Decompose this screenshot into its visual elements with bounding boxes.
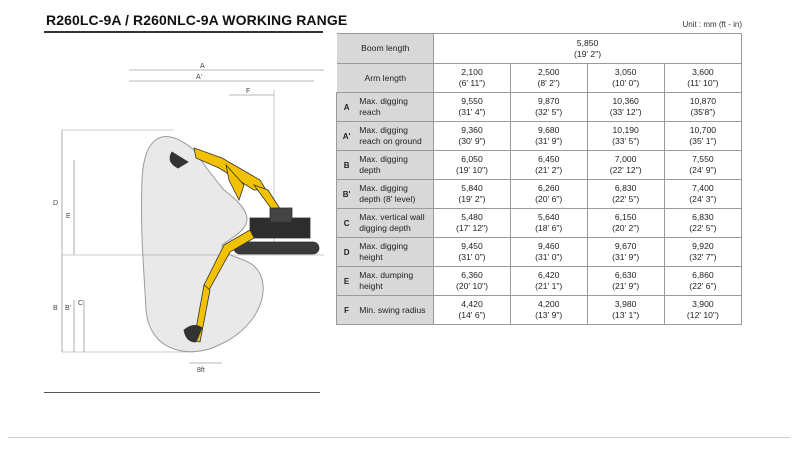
left-divider xyxy=(44,392,320,393)
spec-value: 6,450 xyxy=(537,154,560,164)
spec-imperial: (24' 9") xyxy=(689,165,717,175)
spec-row xyxy=(337,296,742,325)
footer-divider xyxy=(8,437,790,438)
spec-cell xyxy=(510,122,587,151)
spec-cell xyxy=(510,296,587,325)
spec-cell xyxy=(434,296,511,325)
spec-cell xyxy=(664,238,741,267)
unit-note: Unit : mm (ft - in) xyxy=(682,20,742,29)
dim-label-b: B xyxy=(53,305,58,312)
spec-value: 10,190 xyxy=(612,125,639,135)
spec-label: Max. digging depth (8' level) xyxy=(356,180,433,209)
spec-value: 6,830 xyxy=(692,212,714,222)
spec-cell xyxy=(664,93,741,122)
spec-value: 6,830 xyxy=(614,183,637,193)
spec-code: F xyxy=(337,296,357,325)
spec-imperial: (31' 0") xyxy=(535,252,563,262)
spec-imperial: (22' 5") xyxy=(689,223,717,233)
arm-imperial: (6' 11") xyxy=(458,78,486,88)
spec-value: 6,420 xyxy=(537,270,560,280)
spec-value: 9,550 xyxy=(461,96,483,106)
spec-imperial: (30' 9") xyxy=(458,136,486,146)
spec-cell xyxy=(664,180,741,209)
arm-imperial: (11' 10") xyxy=(687,78,719,88)
spec-cell xyxy=(434,122,511,151)
spec-value: 6,150 xyxy=(614,212,637,222)
arm-length-cell xyxy=(587,64,664,93)
spec-cell xyxy=(587,267,664,296)
spec-row xyxy=(337,151,742,180)
spec-code: B' xyxy=(337,180,357,209)
page-title: R260LC-9A / R260NLC-9A WORKING RANGE xyxy=(46,12,348,28)
spec-value: 3,900 xyxy=(692,299,714,309)
arm-length-label: Arm length xyxy=(337,64,434,93)
spec-cell xyxy=(587,238,664,267)
boom-length-cell xyxy=(434,34,742,64)
arm-value: 3,050 xyxy=(614,67,637,77)
spec-row xyxy=(337,267,742,296)
spec-imperial: (31' 4") xyxy=(458,107,486,117)
dim-label-e: E xyxy=(66,213,71,220)
spec-imperial: (31' 9") xyxy=(535,136,563,146)
spec-cell xyxy=(587,93,664,122)
spec-cell xyxy=(510,180,587,209)
spec-code: A' xyxy=(337,122,357,151)
spec-imperial: (13' 9") xyxy=(535,310,563,320)
spec-row xyxy=(337,209,742,238)
spec-row xyxy=(337,238,742,267)
spec-value: 6,050 xyxy=(461,154,483,164)
dim-label-d: D xyxy=(53,200,59,207)
dim-label-a: A xyxy=(200,63,205,70)
spec-row xyxy=(337,122,742,151)
working-range-table xyxy=(336,33,742,325)
spec-label: Min. swing radius xyxy=(356,296,433,325)
dim-label-c: C xyxy=(78,300,84,307)
spec-label: Max. digging depth xyxy=(356,151,433,180)
spec-code: C xyxy=(337,209,357,238)
spec-cell xyxy=(587,209,664,238)
boom-length-label: Boom length xyxy=(337,34,434,64)
arm-length-cell xyxy=(664,64,741,93)
excavator-diagram xyxy=(44,40,334,385)
spec-value: 6,860 xyxy=(692,270,714,280)
spec-label: Max. digging reach xyxy=(356,93,433,122)
spec-value: 9,670 xyxy=(614,241,637,251)
spec-imperial: (32' 7") xyxy=(689,252,717,262)
spec-cell xyxy=(510,209,587,238)
spec-cell xyxy=(434,267,511,296)
dim-label-b-prime: B' xyxy=(65,305,72,312)
spec-imperial: (21' 1") xyxy=(535,281,563,291)
working-range-diagram xyxy=(44,40,334,385)
spec-imperial: (13' 1") xyxy=(612,310,640,320)
spec-cell xyxy=(664,296,741,325)
spec-cell xyxy=(434,93,511,122)
spec-cell xyxy=(587,296,664,325)
spec-imperial: (18' 6") xyxy=(535,223,563,233)
spec-imperial: (20' 6") xyxy=(535,194,563,204)
spec-cell xyxy=(587,122,664,151)
spec-imperial: (22' 6") xyxy=(689,281,717,291)
spec-value: 9,450 xyxy=(461,241,483,251)
spec-cell xyxy=(587,180,664,209)
title-underline xyxy=(44,31,323,33)
spec-imperial: (14' 6") xyxy=(458,310,486,320)
spec-value: 5,640 xyxy=(537,212,560,222)
spec-imperial: (19' 2") xyxy=(458,194,486,204)
spec-cell xyxy=(510,238,587,267)
arm-length-cell xyxy=(510,64,587,93)
spec-cell xyxy=(434,151,511,180)
spec-imperial: (20' 2") xyxy=(612,223,640,233)
arm-value: 3,600 xyxy=(692,67,714,77)
spec-imperial: (35'8") xyxy=(690,107,716,117)
spec-value: 5,840 xyxy=(461,183,483,193)
row-arm-length xyxy=(337,64,742,93)
spec-value: 10,870 xyxy=(689,96,717,106)
spec-cell xyxy=(664,122,741,151)
spec-value: 4,200 xyxy=(537,299,560,309)
spec-label: Max. dumping height xyxy=(356,267,433,296)
spec-value: 10,700 xyxy=(689,125,717,135)
spec-cell xyxy=(587,151,664,180)
spec-imperial: (22' 12") xyxy=(609,165,642,175)
spec-value: 9,920 xyxy=(692,241,714,251)
spec-value: 9,870 xyxy=(537,96,560,106)
arm-length-cell xyxy=(434,64,511,93)
spec-value: 3,980 xyxy=(614,299,637,309)
spec-imperial: (20' 10") xyxy=(456,281,488,291)
spec-cell xyxy=(664,267,741,296)
spec-imperial: (19' 10") xyxy=(456,165,488,175)
spec-value: 6,630 xyxy=(614,270,637,280)
spec-label: Max. digging reach on ground xyxy=(356,122,433,151)
spec-imperial: (31' 0") xyxy=(458,252,486,262)
dim-label-a-prime: A' xyxy=(196,74,203,81)
spec-value: 9,460 xyxy=(537,241,560,251)
spec-cell xyxy=(510,267,587,296)
spec-code: B xyxy=(337,151,357,180)
spec-imperial: (24' 3") xyxy=(689,194,717,204)
spec-imperial: (22' 5") xyxy=(612,194,640,204)
spec-imperial: (35' 1") xyxy=(689,136,717,146)
spec-cell xyxy=(510,151,587,180)
spec-value: 6,360 xyxy=(461,270,483,280)
spec-value: 4,420 xyxy=(461,299,483,309)
spec-cell xyxy=(434,209,511,238)
spec-row xyxy=(337,93,742,122)
spec-imperial: (12' 10") xyxy=(686,310,719,320)
arm-imperial: (8' 2") xyxy=(537,78,560,88)
dim-label-8ft: 8ft xyxy=(197,367,205,374)
spec-imperial: (21' 2") xyxy=(535,165,563,175)
spec-imperial: (21' 9") xyxy=(612,281,640,291)
spec-row xyxy=(337,180,742,209)
boom-length-imperial: (19' 2") xyxy=(573,48,602,59)
spec-imperial: (33' 5") xyxy=(612,136,640,146)
spec-imperial: (32' 5") xyxy=(535,107,563,117)
arm-value: 2,100 xyxy=(461,67,483,77)
spec-code: D xyxy=(337,238,357,267)
spec-label: Max. vertical wall digging depth xyxy=(356,209,433,238)
spec-code: E xyxy=(337,267,357,296)
spec-value: 9,360 xyxy=(461,125,483,135)
spec-imperial: (31' 9") xyxy=(612,252,640,262)
spec-code: A xyxy=(337,93,357,122)
arm-value: 2,500 xyxy=(537,67,560,77)
spec-value: 10,360 xyxy=(612,96,639,106)
spec-imperial: (17' 12") xyxy=(456,223,488,233)
spec-cell xyxy=(434,180,511,209)
spec-imperial: (33' 12") xyxy=(609,107,642,117)
spec-cell xyxy=(664,151,741,180)
row-boom-length xyxy=(337,34,742,64)
spec-value: 7,000 xyxy=(614,154,637,164)
arm-imperial: (10' 0") xyxy=(612,78,640,88)
spec-cell xyxy=(434,238,511,267)
spec-value: 5,480 xyxy=(461,212,483,222)
spec-value: 6,260 xyxy=(537,183,560,193)
spec-cell xyxy=(510,93,587,122)
spec-value: 9,680 xyxy=(537,125,560,135)
dim-label-f: F xyxy=(246,88,251,95)
spec-cell xyxy=(664,209,741,238)
boom-length-value: 5,850 xyxy=(576,37,599,48)
spec-value: 7,400 xyxy=(692,183,714,193)
spec-label: Max. digging height xyxy=(356,238,433,267)
spec-value: 7,550 xyxy=(692,154,714,164)
